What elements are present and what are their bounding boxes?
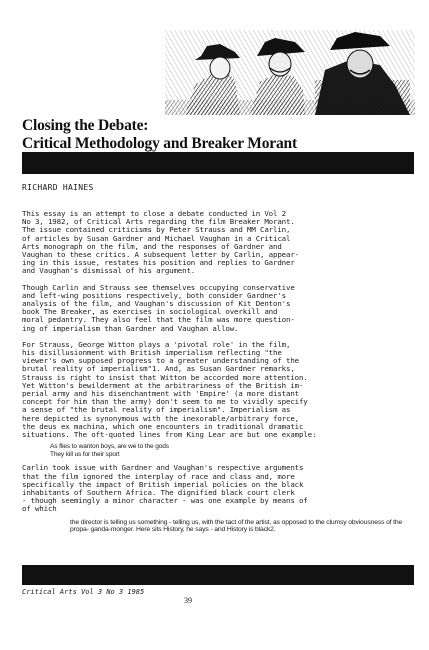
- text-line: Yet Witton's bewilderment at the arbitrariness of the British im-: [22, 380, 304, 390]
- text-line: - though seemingly a minor character - was one example by means of: [22, 496, 308, 506]
- text-line: ing of imperialism than Gardner and Vaughan allow.: [22, 323, 239, 333]
- quote-line: As flies to wanton boys, are we to the gods: [50, 443, 169, 451]
- quote-line: They kill us for their sport: [50, 450, 120, 458]
- lear-quote: [50, 443, 414, 458]
- soldiers-engraving-icon: [165, 30, 415, 115]
- text-line: viewer's own supposed progress to a greater understanding of the: [22, 356, 299, 366]
- text-line: Arts monograph on the film, and the responses of Gardner and: [22, 241, 282, 251]
- text-line: concept for him than the army) don't seem to me to vividly specify: [22, 397, 308, 407]
- author-name: RICHARD HAINES: [22, 183, 94, 192]
- text-line: situations. The oft-quoted lines from King Lear are but one example:: [22, 430, 317, 440]
- text-line: moral pedantry. They also feel that the film was more question-: [22, 315, 295, 325]
- footer-rule: [22, 565, 414, 585]
- paragraph-1: [22, 210, 414, 276]
- text-line: Strauss is right to insist that Witton be accorded more attention.: [22, 372, 308, 382]
- page-number: 39: [184, 596, 192, 605]
- text-line: For Strauss, George Witton plays a 'pivotal role' in the film,: [22, 339, 291, 349]
- text-line: ing in this issue, restates his position and replies to Gardner: [22, 258, 295, 268]
- journal-citation: Critical Arts Vol 3 No 3 1985: [22, 588, 145, 596]
- quote-line: the director is telling us something - telling us, with the tact: [70, 518, 237, 526]
- paragraph-2: [22, 284, 414, 333]
- text-line: and left-wing positions respectively, both consider Gardner's: [22, 290, 286, 300]
- article-title: [22, 117, 322, 153]
- article-body: [22, 210, 414, 534]
- film-still-illustration: [165, 30, 415, 115]
- text-line: Vaughan to these critics. A subsequent letter by Carlin, appear-: [22, 250, 299, 260]
- text-line: Though Carlin and Strauss see themselves occupying conservative: [22, 282, 295, 292]
- carlin-quote: [70, 519, 414, 535]
- header-rule: [22, 152, 414, 174]
- text-line: analysis of the film, and Vaughan's discussion of Kit Denton's: [22, 299, 291, 309]
- text-line: The issue contained criticisms by Peter Strauss and MM Carlin,: [22, 225, 291, 235]
- text-line: that the film ignored the interplay of race and class and, more: [22, 471, 295, 481]
- title-line-1: Closing the Debate:: [22, 117, 149, 134]
- text-line: brutal reality of imperialism"1. And, as Susan Gardner remarks,: [22, 364, 295, 374]
- text-line: specifically the impact of British imperial policies on the black: [22, 479, 304, 489]
- quote-line: of the artist, as opposed to the clumsy obviousness of the propa-: [70, 518, 403, 534]
- text-line: his disillusionment with British imperialism reflecting "the: [22, 348, 282, 358]
- paragraph-4: [22, 464, 414, 513]
- text-line: here depicted is synonymous with the inexorable/arbitrary force,: [22, 413, 299, 423]
- paragraph-3: [22, 341, 414, 439]
- title-line-2: Critical Methodology and Breaker Morant: [22, 135, 297, 152]
- quote-line: ganda-monger. Here sits History, he says - and History is black2.: [90, 526, 276, 534]
- text-line: Carlin took issue with Gardner and Vaughan's respective arguments: [22, 463, 304, 473]
- text-line: inhabitants of Southern Africa. The dignified black court clerk: [22, 488, 295, 498]
- text-line: No 3, 1982, of Critical Arts regarding the film Breaker Morant.: [22, 217, 295, 227]
- text-line: the deus ex machina, which one encounters in traditional dramatic: [22, 421, 304, 431]
- text-line: a sense of "the brutal reality of imperialism". Imperialism as: [22, 405, 291, 415]
- text-line: This essay is an attempt to close a debate conducted in Vol 2: [22, 209, 286, 218]
- text-line: perial army and his disenchantment with 'Empire' (a more distant: [22, 389, 299, 399]
- text-line: book The Breaker, as exercises in sociological overkill and: [22, 307, 278, 317]
- text-line: of articles by Susan Gardner and Michael Vaughan in a Critical: [22, 233, 291, 243]
- text-line: of which: [22, 504, 57, 514]
- text-line: and Vaughan's dismissal of his argument.: [22, 266, 196, 276]
